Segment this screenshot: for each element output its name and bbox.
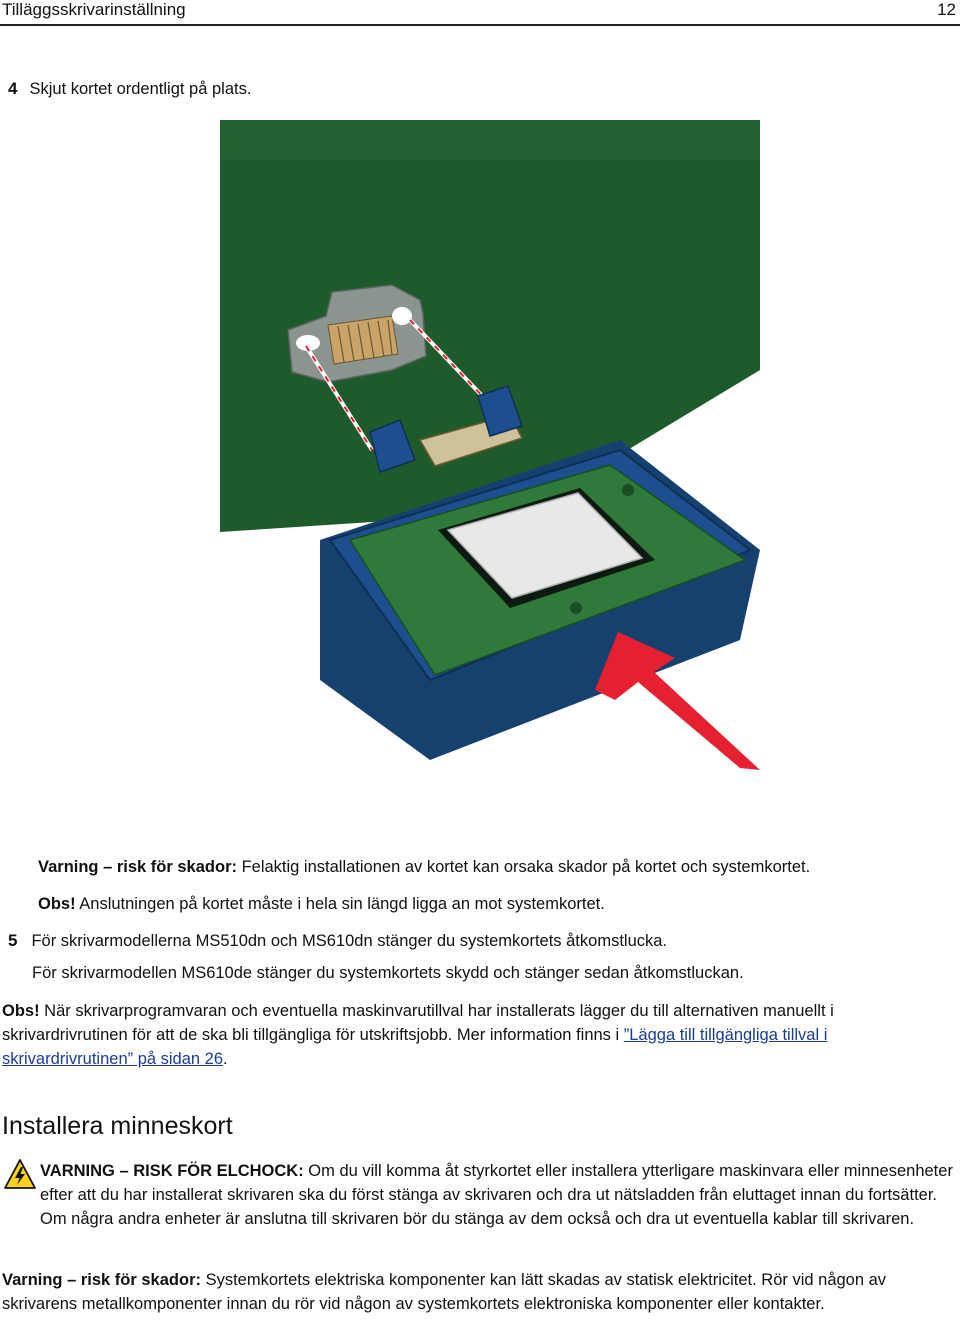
note-end: . <box>223 1050 228 1068</box>
electrical-hazard-icon <box>4 1158 36 1190</box>
note-label: Obs! <box>2 1002 40 1020</box>
caution-1 <box>38 855 810 879</box>
note-text: Anslutningen på kortet måste i hela sin längd ligga an mot systemkortet. <box>75 895 605 913</box>
note-2 <box>2 999 952 1071</box>
step-5 <box>8 929 667 953</box>
card-installation-illustration <box>220 120 765 770</box>
step-number: 4 <box>8 79 18 98</box>
step-text: Skjut kortet ordentligt på plats. <box>29 80 252 98</box>
note-text: När skrivarprogramvaran och eventuella maskinvarutillval har installerats lägger du till alternativen manuellt i skrivardrivrutinen för att de ska bli tillgängliga för utskriftsjobb. Mer information finns i <box>2 1002 834 1044</box>
step-number: 5 <box>8 931 18 950</box>
caution-2 <box>2 1268 957 1316</box>
caution-label: Varning – risk för skador: <box>38 858 237 876</box>
caution-label: Varning – risk för skador: <box>2 1271 201 1289</box>
note-label: Obs! <box>38 895 76 913</box>
page-number: 12 <box>937 0 956 19</box>
step-5-line-2: För skrivarmodellen MS610de stänger du systemkortets skydd och stänger sedan åtkomstluckan. <box>32 964 744 982</box>
step-4 <box>8 77 251 101</box>
warning-text: Om du vill komma åt styrkortet eller installera ytterligare maskinvara eller minnesenheter efter att du har installerat skrivaren ska du först stänga av skrivaren och dra ut nätsladden från eluttaget innan du fortsätter. Om några andra enheter är anslutna till skrivaren bör du stänga av dem också och dra ut eventuella kablar till skrivaren. <box>40 1162 953 1228</box>
caution-text: Felaktig installationen av kortet kan orsaka skador på kortet och systemkortet. <box>236 858 811 876</box>
step-text-line-1: För skrivarmodellerna MS510dn och MS610dn stänger du systemkortets åtkomstlucka. <box>31 932 668 950</box>
note-1 <box>38 892 605 916</box>
cross-reference-link[interactable]: ”Lägga till tillgängliga tillval i skrivardrivrutinen” på sidan 26 <box>2 1026 828 1068</box>
shock-warning <box>40 1159 955 1231</box>
caution-text: Systemkortets elektriska komponenter kan lätt skadas av statisk elektricitet. Rör vid någon av skrivarens metallkomponenter innan du rör vid någon av systemkortets elektroniska komponenter eller kontakter. <box>2 1271 887 1313</box>
warning-label: VARNING – RISK FÖR ELCHOCK: <box>40 1162 304 1180</box>
header-title: Tilläggsskrivarinställning <box>2 0 186 19</box>
section-title: Installera minneskort <box>2 1112 233 1140</box>
